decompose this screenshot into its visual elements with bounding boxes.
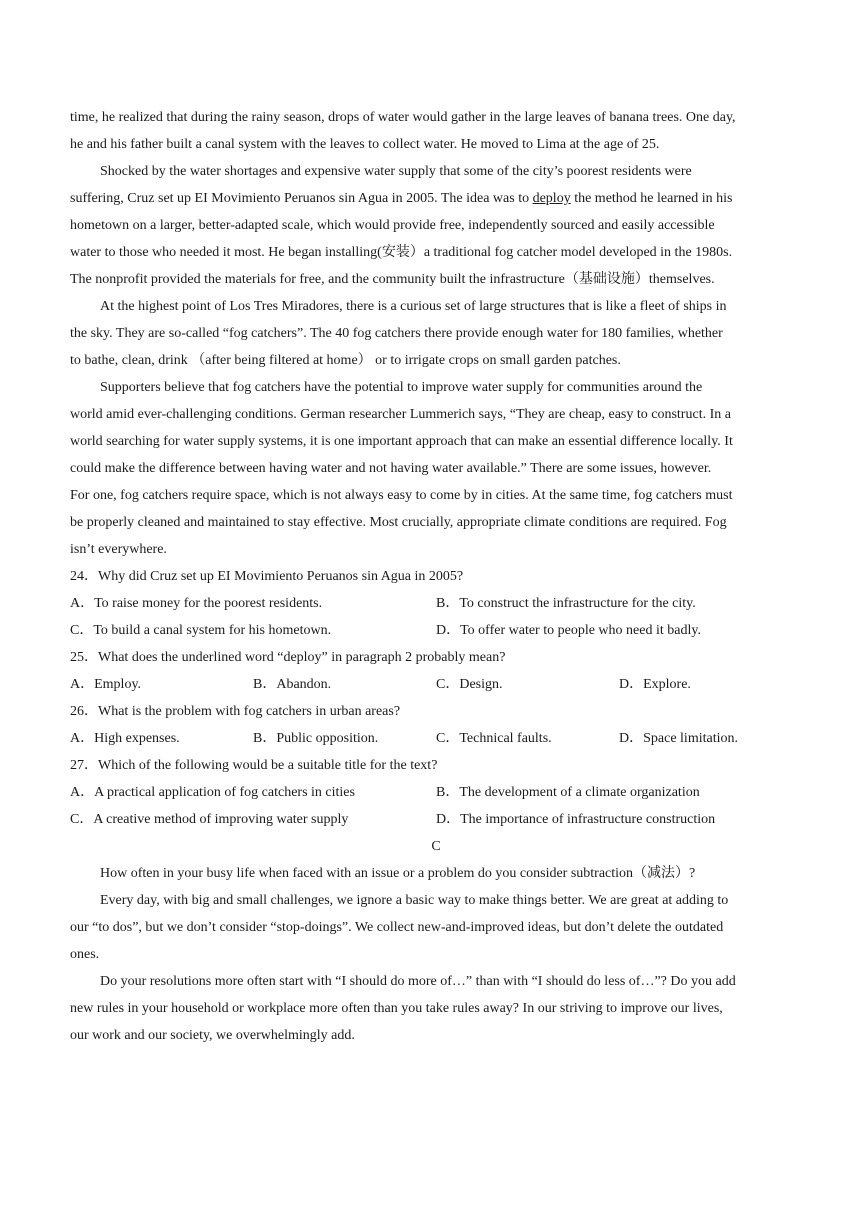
question-stem: 24．Why did Cruz set up EI Movimiento Peruanos sin Agua in 2005?: [70, 569, 464, 584]
options-row: [70, 806, 802, 833]
text-line: isn’t everywhere.: [70, 542, 167, 557]
option-d[interactable]: D．Explore.: [619, 677, 691, 692]
text-line: Do your resolutions more often start with “I should do more of…” than with “I should do less of…”? Do you add: [100, 974, 736, 989]
text-line: new rules in your household or workplace more often than you take rules away? In our striving to improve our lives,: [70, 1001, 723, 1016]
question-stem: 27．Which of the following would be a suitable title for the text?: [70, 758, 438, 773]
text-segment: suffering, Cruz set up EI Movimiento Peruanos sin Agua in 2005. The idea was to: [70, 191, 533, 206]
option-c[interactable]: C．A creative method of improving water supply: [70, 812, 349, 827]
option-d[interactable]: D．Space limitation.: [619, 731, 738, 746]
text-line: hometown on a larger, better-adapted scale, which would provide free, independently sourced and easily accessible: [70, 218, 715, 233]
text-line: How often in your busy life when faced with an issue or a problem do you consider subtraction（减法）?: [100, 866, 696, 881]
question-stem: 25．What does the underlined word “deploy” in paragraph 2 probably mean?: [70, 650, 506, 665]
text-line: Supporters believe that fog catchers have the potential to improve water supply for communities around the: [100, 380, 703, 395]
text-line: world amid ever-challenging conditions. German researcher Lummerich says, “They are cheap, easy to construct. In a: [70, 407, 731, 422]
option-b[interactable]: B．To construct the infrastructure for the city.: [436, 596, 696, 611]
option-a[interactable]: A．A practical application of fog catchers in cities: [70, 785, 355, 800]
question-26: [70, 698, 802, 752]
text-line: ones.: [70, 947, 100, 962]
text-line: to bathe, clean, drink （after being filtered at home） or to irrigate crops on small garden patches.: [70, 353, 621, 368]
option-a[interactable]: A．To raise money for the poorest residents.: [70, 596, 323, 611]
passage-c-paragraph-1: [70, 860, 802, 887]
text-line: our “to dos”, but we don’t consider “stop-doings”. We collect new-and-improved ideas, but don’t delete the outdated: [70, 920, 724, 935]
question-25: [70, 644, 802, 698]
passage-b-paragraph-3: [70, 293, 802, 374]
option-b[interactable]: B．The development of a climate organization: [436, 785, 700, 800]
question-27: [70, 752, 802, 833]
option-b[interactable]: B．Public opposition.: [253, 731, 379, 746]
options-row: [70, 590, 802, 617]
options-row: [70, 617, 802, 644]
option-d[interactable]: D．The importance of infrastructure construction: [436, 812, 716, 827]
option-c[interactable]: C．Design.: [436, 677, 503, 692]
option-c[interactable]: C．Technical faults.: [436, 731, 552, 746]
passage-b-paragraph-2: [70, 158, 802, 293]
options-row: [70, 779, 802, 806]
passage-b-paragraph-1: [70, 104, 802, 158]
passage-c-paragraph-3: [70, 968, 802, 1049]
option-a[interactable]: A．High expenses.: [70, 731, 180, 746]
text-line: he and his father built a canal system with the leaves to collect water. He moved to Lima at the age of 25.: [70, 137, 660, 152]
question-24: [70, 563, 802, 644]
text-line: Shocked by the water shortages and expensive water supply that some of the city’s poorest residents were: [100, 164, 692, 179]
text-segment: the method he learned in his: [570, 191, 733, 206]
question-stem: 26．What is the problem with fog catchers in urban areas?: [70, 704, 401, 719]
text-line: could make the difference between having water and not having water available.” There are some issues, however.: [70, 461, 712, 476]
option-a[interactable]: A．Employ.: [70, 677, 142, 692]
text-line-with-underline: [70, 185, 802, 212]
passage-b-paragraph-4: [70, 374, 802, 563]
text-line: world searching for water supply systems, it is one important approach that can make an essential difference locally. It: [70, 434, 733, 449]
option-c[interactable]: C．To build a canal system for his hometown.: [70, 623, 332, 638]
text-line: our work and our society, we overwhelmingly add.: [70, 1028, 355, 1043]
text-line: time, he realized that during the rainy season, drops of water would gather in the large leaves of banana trees. One day,: [70, 110, 736, 125]
underlined-word-deploy: deploy: [532, 191, 571, 206]
section-heading-c: C: [431, 839, 441, 854]
text-line: water to those who needed it most. He began installing(安装）a traditional fog catcher model developed in the 1980s.: [70, 245, 733, 260]
passage-c-paragraph-2: [70, 887, 802, 968]
text-line: the sky. They are so-called “fog catchers”. The 40 fog catchers there provide enough water for 180 families, whether: [70, 326, 723, 341]
text-line: be properly cleaned and maintained to stay effective. Most crucially, appropriate climate conditions are required. Fog: [70, 515, 727, 530]
options-row: [70, 671, 802, 698]
text-line: At the highest point of Los Tres Miradores, there is a curious set of large structures that is like a fleet of ships in: [100, 299, 727, 314]
text-line: The nonprofit provided the materials for free, and the community built the infrastructure（基础设施）themselves.: [70, 272, 715, 287]
text-line: For one, fog catchers require space, which is not always easy to come by in cities. At the same time, fog catchers must: [70, 488, 733, 503]
option-b[interactable]: B．Abandon.: [253, 677, 332, 692]
text-line: Every day, with big and small challenges, we ignore a basic way to make things better. We are great at adding to: [100, 893, 729, 908]
option-d[interactable]: D．To offer water to people who need it badly.: [436, 623, 701, 638]
options-row: [70, 725, 802, 752]
